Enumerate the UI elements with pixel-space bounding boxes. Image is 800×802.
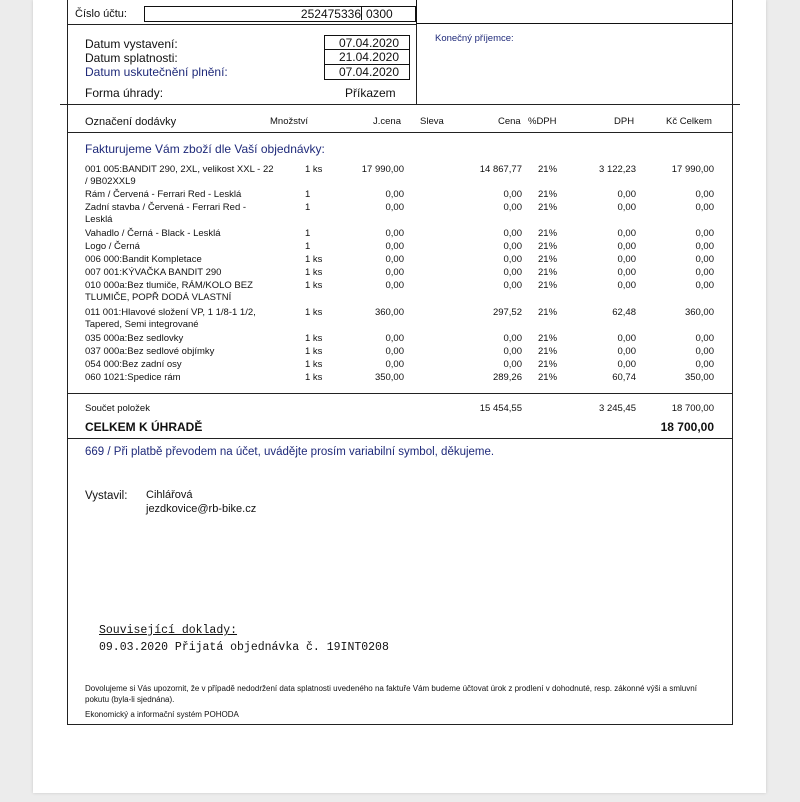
- due-date-value: 21.04.2020: [324, 50, 410, 65]
- item-vat-pct: 21%: [538, 189, 558, 200]
- item-unit-price: 0,00: [385, 280, 404, 291]
- item-vat: 3 122,23: [599, 164, 636, 175]
- item-name: 011 001:Hlavové složení VP, 1 1/8-1 1/2, Tapered, Semi integrované: [85, 307, 256, 330]
- item-price: 0,00: [503, 333, 522, 344]
- item-vat-pct: 21%: [538, 241, 558, 252]
- col-header-vat-pct: %DPH: [528, 116, 557, 127]
- item-unit-price: 0,00: [385, 241, 404, 252]
- item-name: Zadní stavba / Červená - Ferrari Red - Lesklá: [85, 202, 247, 225]
- item-price: 0,00: [503, 359, 522, 370]
- item-vat: 0,00: [617, 189, 636, 200]
- item-price: 0,00: [503, 280, 522, 291]
- item-vat-pct: 21%: [538, 202, 558, 213]
- item-price: 0,00: [503, 189, 522, 200]
- final-recipient-label: Konečný příjemce:: [435, 33, 514, 44]
- item-vat: 62,48: [612, 307, 636, 318]
- item-vat: 0,00: [617, 202, 636, 213]
- item-total: 17 990,00: [671, 164, 714, 175]
- item-name: 035 000a:Bez sedlovky: [85, 333, 184, 344]
- item-vat: 0,00: [617, 359, 636, 370]
- item-name: 060 1021:Spedice rám: [85, 372, 181, 383]
- issuer-name: Cihlářová: [146, 489, 193, 501]
- item-qty: 1 ks: [305, 359, 323, 370]
- col-header-price: Cena: [498, 116, 521, 127]
- due-date-label: Datum splatnosti:: [85, 51, 178, 65]
- recipient-box-top: [416, 0, 733, 24]
- item-name: 037 000a:Bez sedlové objímky: [85, 346, 215, 357]
- item-price: 0,00: [503, 241, 522, 252]
- col-header-name: Označení dodávky: [85, 116, 177, 128]
- item-price: 0,00: [503, 346, 522, 357]
- items-sum-label: Součet položek: [85, 403, 150, 414]
- item-qty: 1: [305, 228, 311, 239]
- item-vat: 0,00: [617, 241, 636, 252]
- item-unit-price: 0,00: [385, 267, 404, 278]
- item-unit-price: 0,00: [385, 333, 404, 344]
- related-docs-line: 09.03.2020 Přijatá objednávka č. 19INT0208: [99, 641, 389, 654]
- item-vat-pct: 21%: [538, 307, 558, 318]
- grand-total-value: 18 700,00: [660, 420, 714, 434]
- issue-date-value: 07.04.2020: [324, 35, 410, 50]
- issuer-label: Vystavil:: [85, 490, 128, 502]
- item-price: 297,52: [492, 307, 522, 318]
- item-total: 0,00: [695, 280, 714, 291]
- item-total: 0,00: [695, 346, 714, 357]
- items-intro: Fakturujeme Vám zboží dle Vaší objednávky:: [85, 142, 325, 156]
- payment-method-value: Příkazem: [345, 86, 396, 100]
- col-header-discount: Sleva: [420, 116, 444, 127]
- bank-code: 0300: [361, 7, 415, 20]
- item-vat: 0,00: [617, 346, 636, 357]
- item-unit-price: 0,00: [385, 359, 404, 370]
- item-total: 0,00: [695, 359, 714, 370]
- item-name: 001 005:BANDIT 290, 2XL, velikost XXL - 22 / 9B02XXL9: [85, 164, 274, 187]
- item-total: 0,00: [695, 228, 714, 239]
- col-header-unit-price: J.cena: [373, 116, 401, 127]
- summary-divider: [67, 393, 733, 394]
- item-price: 14 867,77: [479, 164, 522, 175]
- header-divider: [67, 132, 733, 133]
- item-total: 360,00: [684, 307, 714, 318]
- item-vat: 60,74: [612, 372, 636, 383]
- tax-date-value: 07.04.2020: [324, 65, 410, 80]
- item-unit-price: 17 990,00: [361, 164, 404, 175]
- item-vat: 0,00: [617, 228, 636, 239]
- payment-note: 669 / Při platbě převodem na účet, uvádějte prosím variabilní symbol, děkujeme.: [85, 446, 495, 458]
- item-vat: 0,00: [617, 267, 636, 278]
- top-divider: [67, 24, 416, 25]
- total-divider: [67, 438, 733, 439]
- item-unit-price: 350,00: [374, 372, 404, 383]
- late-payment-notice: Dovolujeme si Vás upozornit, že v případě nedodržení data splatnosti uvedeného na faktuře Vám budeme účtovat úrok z prodlení v dohodnuté, resp. zákonné výši a smluvní pokutu (byla-li sjednána).: [85, 684, 697, 704]
- item-qty: 1: [305, 241, 311, 252]
- item-vat-pct: 21%: [538, 267, 558, 278]
- item-name: Logo / Černá: [85, 241, 140, 252]
- item-vat: 0,00: [617, 254, 636, 265]
- item-qty: 1 ks: [305, 333, 323, 344]
- item-qty: 1 ks: [305, 254, 323, 265]
- grand-total-label: CELKEM K ÚHRADĚ: [85, 420, 203, 434]
- item-qty: 1 ks: [305, 346, 323, 357]
- items-sum-total: 18 700,00: [671, 403, 714, 414]
- item-vat-pct: 21%: [538, 333, 558, 344]
- item-unit-price: 0,00: [385, 346, 404, 357]
- item-total: 0,00: [695, 202, 714, 213]
- items-sum-price: 15 454,55: [479, 403, 522, 414]
- col-header-total: Kč Celkem: [666, 116, 712, 127]
- item-unit-price: 360,00: [374, 307, 404, 318]
- payment-method-label: Forma úhrady:: [85, 86, 164, 100]
- col-header-vat: DPH: [614, 116, 635, 127]
- item-price: 0,00: [503, 228, 522, 239]
- item-qty: 1 ks: [305, 267, 323, 278]
- col-header-qty: Množství: [270, 116, 309, 127]
- item-qty: 1 ks: [305, 164, 323, 175]
- account-number: 252475336: [300, 7, 361, 21]
- item-vat: 0,00: [617, 333, 636, 344]
- item-qty: 1: [305, 202, 311, 213]
- item-unit-price: 0,00: [385, 228, 404, 239]
- system-credit: Ekonomický a informační systém POHODA: [85, 710, 239, 719]
- item-total: 0,00: [695, 254, 714, 265]
- issue-date-label: Datum vystavení:: [85, 37, 178, 51]
- item-name: 006 000:Bandit Kompletace: [85, 254, 202, 265]
- item-name: 054 000:Bez zadní osy: [85, 359, 182, 370]
- item-vat-pct: 21%: [538, 254, 558, 265]
- item-total: 0,00: [695, 333, 714, 344]
- tax-date-label: Datum uskutečnění plnění:: [85, 65, 228, 79]
- item-unit-price: 0,00: [385, 189, 404, 200]
- item-name: 007 001:KÝVAČKA BANDIT 290: [85, 267, 222, 278]
- item-vat-pct: 21%: [538, 228, 558, 239]
- item-qty: 1 ks: [305, 280, 323, 291]
- item-unit-price: 0,00: [385, 202, 404, 213]
- item-vat-pct: 21%: [538, 164, 558, 175]
- items-sum-vat: 3 245,45: [599, 403, 636, 414]
- item-price: 0,00: [503, 202, 522, 213]
- item-unit-price: 0,00: [385, 254, 404, 265]
- item-name: Rám / Červená - Ferrari Red - Lesklá: [85, 189, 242, 200]
- item-vat-pct: 21%: [538, 346, 558, 357]
- item-price: 0,00: [503, 267, 522, 278]
- section-divider: [60, 104, 740, 105]
- issuer-email: jezdkovice@rb-bike.cz: [146, 503, 257, 515]
- item-vat-pct: 21%: [538, 280, 558, 291]
- related-docs-title: Související doklady:: [99, 624, 238, 637]
- column-divider: [416, 24, 417, 104]
- item-total: 0,00: [695, 189, 714, 200]
- item-name: Vahadlo / Černá - Black - Lesklá: [85, 228, 221, 239]
- item-total: 0,00: [695, 267, 714, 278]
- item-qty: 1 ks: [305, 372, 323, 383]
- item-vat-pct: 21%: [538, 372, 558, 383]
- item-vat-pct: 21%: [538, 359, 558, 370]
- account-label: Číslo účtu:: [75, 8, 127, 20]
- item-total: 0,00: [695, 241, 714, 252]
- item-vat: 0,00: [617, 280, 636, 291]
- item-qty: 1: [305, 189, 311, 200]
- item-price: 289,26: [492, 372, 522, 383]
- account-box: [144, 6, 416, 22]
- item-total: 350,00: [684, 372, 714, 383]
- item-price: 0,00: [503, 254, 522, 265]
- item-qty: 1 ks: [305, 307, 323, 318]
- item-name: 010 000a:Bez tlumiče, RÁM/KOLO BEZ TLUMIČE, POPŘ DODÁ VLASTNÍ: [85, 280, 253, 303]
